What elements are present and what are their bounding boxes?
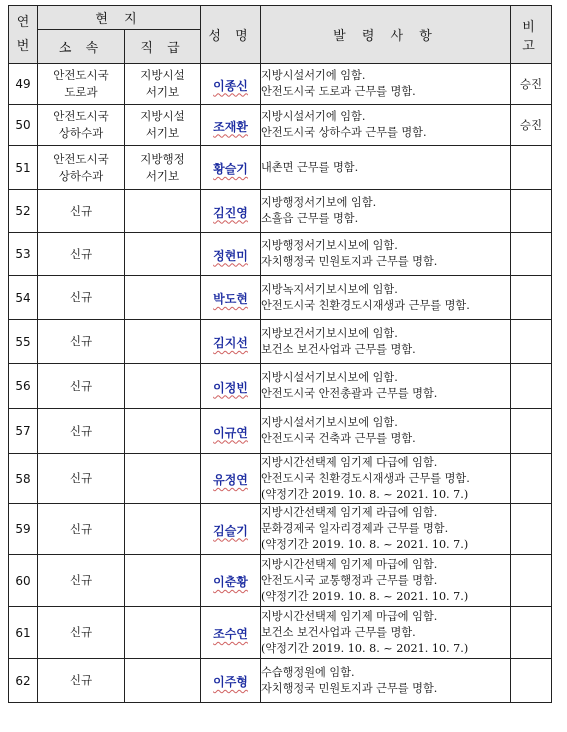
header-appointment: 발 령 사 항 [261,6,511,64]
name-cell [201,320,261,364]
appointment-line: 보건소 보건사업과 근무를 명함. [261,342,416,356]
serial-number-cell: 57 [9,409,38,454]
table-row [9,105,552,146]
department-line: 신규 [69,573,93,587]
appointment-line: 안전도시국 친환경도시재생과 근무를 명함. [261,298,470,312]
person-name: 이정빈 [213,380,248,395]
appointment-cell [261,190,511,233]
appointment-line: 지방시설서기에 임함. [261,110,366,123]
person-name: 박도현 [213,292,248,306]
appointment-cell [261,555,511,607]
name-cell [201,64,261,105]
grade-cell [125,607,201,659]
serial-number-cell: 49 [9,64,38,105]
appointment-line: 안전도시국 상하수과 근무를 명함. [261,126,427,139]
note-cell [511,364,552,409]
department-cell [38,64,125,105]
department-line: 신규 [69,673,93,687]
name-cell [201,409,261,454]
appointment-cell [261,105,511,146]
appointment-cell [261,233,511,276]
name-cell [201,233,261,276]
name-cell [201,190,261,233]
department-line: 신규 [69,471,93,485]
appointment-line: 수습행정원에 임함. [261,665,355,679]
note-cell [511,320,552,364]
name-cell [201,146,261,190]
serial-number-cell: 55 [9,320,38,364]
appointment-line: 지방녹지서기보시보에 임함. [261,282,398,296]
department-cell [38,276,125,320]
note-cell: 승진 [511,105,552,146]
note-cell [511,607,552,659]
department-line: 신규 [69,625,93,639]
grade-line: 서기보 [145,126,180,140]
department-cell [38,320,125,364]
grade-cell [125,504,201,555]
person-name: 황슬기 [213,162,248,176]
grade-line: 지방행정 [140,151,185,166]
appointment-cell [261,607,511,659]
name-cell [201,105,261,146]
grade-line: 서기보 [145,168,180,183]
appointment-cell [261,659,511,703]
appointment-line: 지방시간선택제 임기제 다급에 임함. [261,455,438,469]
table-row [9,190,552,233]
person-name: 정현미 [213,248,248,263]
header-grade: 직 급 [125,30,201,64]
appointment-line: (약정기간 2019. 10. 8. ~ 2021. 10. 7.) [261,538,469,551]
appointment-line: 지방시설서기보시보에 임함. [261,371,398,384]
note-cell [511,233,552,276]
grade-cell [125,146,201,190]
note-cell [511,190,552,233]
serial-number-cell: 50 [9,105,38,146]
serial-number-cell: 52 [9,190,38,233]
department-line: 신규 [69,378,93,393]
department-line: 상하수과 [58,126,104,140]
header-serial-number [9,6,38,64]
table-row [9,233,552,276]
serial-number-cell: 61 [9,607,38,659]
appointment-line: 지방시간선택제 임기제 마급에 임함. [261,557,438,571]
serial-number-cell: 62 [9,659,38,703]
grade-cell [125,320,201,364]
name-cell [201,555,261,607]
appointment-line: 안전도시국 교통행정과 근무를 명함. [261,573,438,587]
department-line: 신규 [69,423,93,438]
department-cell [38,659,125,703]
department-line: 신규 [69,521,93,536]
person-name: 조수연 [213,627,248,641]
header-note: 비 고 [511,6,552,64]
appointment-line: 소흘읍 근무를 명함. [261,212,359,225]
department-cell [38,233,125,276]
department-cell [38,364,125,409]
appointment-line: 지방보건서기보시보에 임함. [261,326,398,340]
appointment-cell [261,320,511,364]
note-cell [511,276,552,320]
serial-number-cell: 60 [9,555,38,607]
appointment-cell [261,454,511,504]
department-line: 안전도시국 [53,109,109,123]
appointment-cell [261,364,511,409]
person-name: 이주형 [213,675,248,689]
person-name: 이규연 [213,425,248,440]
department-line: 상하수과 [58,168,104,183]
grade-cell [125,364,201,409]
appointment-line: 안전도시국 건축과 근무를 명함. [261,432,416,445]
header-serial-top: 연 [16,14,30,30]
grade-cell [125,64,201,105]
department-cell [38,409,125,454]
table-row [9,146,552,190]
department-line: 신규 [69,334,93,348]
personnel-order-table [8,5,552,703]
name-cell [201,504,261,555]
table-row [9,659,552,703]
table-row [9,64,552,105]
appointment-line: 지방시간선택제 임기제 라급에 임함. [261,506,438,519]
appointment-cell [261,64,511,105]
person-name: 조재환 [213,119,248,134]
name-cell [201,607,261,659]
department-cell [38,105,125,146]
header-department: 소 속 [38,30,125,64]
table-row [9,454,552,504]
name-cell [201,659,261,703]
serial-number-cell: 59 [9,504,38,555]
note-cell [511,409,552,454]
serial-number-cell: 58 [9,454,38,504]
appointment-line: (약정기간 2019. 10. 8. ~ 2021. 10. 7.) [261,589,469,603]
name-cell [201,364,261,409]
note-cell [511,504,552,555]
person-name: 유정연 [213,473,248,487]
department-cell [38,555,125,607]
person-name: 이춘황 [213,575,248,589]
appointment-line: 내촌면 근무를 명함. [261,160,359,174]
appointment-line: 지방시간선택제 임기제 마급에 임함. [261,609,438,623]
table-row [9,555,552,607]
appointment-cell [261,504,511,555]
grade-cell [125,409,201,454]
name-cell [201,454,261,504]
header-serial-bottom: 번 [16,38,30,54]
appointment-line: (약정기간 2019. 10. 8. ~ 2021. 10. 7.) [261,641,469,655]
note-cell: 승진 [511,64,552,105]
serial-number-cell: 51 [9,146,38,190]
department-line: 도로과 [64,85,98,99]
department-line: 안전도시국 [53,151,109,166]
appointment-line: 지방행정서기보시보에 임함. [261,239,398,252]
department-cell [38,146,125,190]
appointment-cell [261,409,511,454]
table-row [9,504,552,555]
department-line: 안전도시국 [53,68,109,82]
appointment-line: (약정기간 2019. 10. 8. ~ 2021. 10. 7.) [261,487,469,501]
serial-number-cell: 53 [9,233,38,276]
department-line: 신규 [69,290,93,304]
appointment-line: 안전도시국 친환경도시재생과 근무를 명함. [261,471,470,485]
roster-body [9,64,552,703]
person-name: 김지선 [213,336,248,350]
department-line: 신규 [69,246,93,261]
department-cell [38,607,125,659]
appointment-line: 안전도시국 도로과 근무를 명함. [261,85,416,98]
department-cell [38,504,125,555]
table-row [9,409,552,454]
header-name: 성 명 [201,6,261,64]
header-current-position: 현 지 [38,6,201,30]
grade-line: 서기보 [145,85,180,99]
appointment-line: 지방행정서기보에 임함. [261,196,377,209]
grade-line: 지방시설 [140,68,185,82]
serial-number-cell: 56 [9,364,38,409]
person-name: 김슬기 [213,523,248,538]
appointment-line: 지방시설서기보시보에 임함. [261,416,398,429]
grade-line: 지방시설 [140,109,185,123]
person-name: 김진영 [213,205,248,220]
appointment-line: 자치행정국 민원토지과 근무를 명함. [261,255,438,268]
name-cell [201,276,261,320]
grade-cell [125,233,201,276]
grade-cell [125,190,201,233]
grade-cell [125,454,201,504]
department-line: 신규 [69,203,93,218]
note-cell [511,555,552,607]
person-name: 이종신 [213,78,248,93]
appointment-line: 문화경제국 일자리경제과 근무를 명함. [261,522,449,535]
grade-cell [125,555,201,607]
note-cell [511,659,552,703]
table-row [9,364,552,409]
grade-cell [125,105,201,146]
appointment-line: 안전도시국 안전총괄과 근무를 명함. [261,387,438,400]
table-row [9,607,552,659]
department-cell [38,454,125,504]
appointment-cell [261,276,511,320]
table-row [9,276,552,320]
serial-number-cell: 54 [9,276,38,320]
appointment-line: 자치행정국 민원토지과 근무를 명함. [261,681,438,695]
table-row [9,320,552,364]
department-cell [38,190,125,233]
note-cell [511,146,552,190]
grade-cell [125,659,201,703]
appointment-cell [261,146,511,190]
grade-cell [125,276,201,320]
appointment-line: 지방시설서기에 임함. [261,69,366,82]
note-cell [511,454,552,504]
appointment-line: 보건소 보건사업과 근무를 명함. [261,625,416,639]
